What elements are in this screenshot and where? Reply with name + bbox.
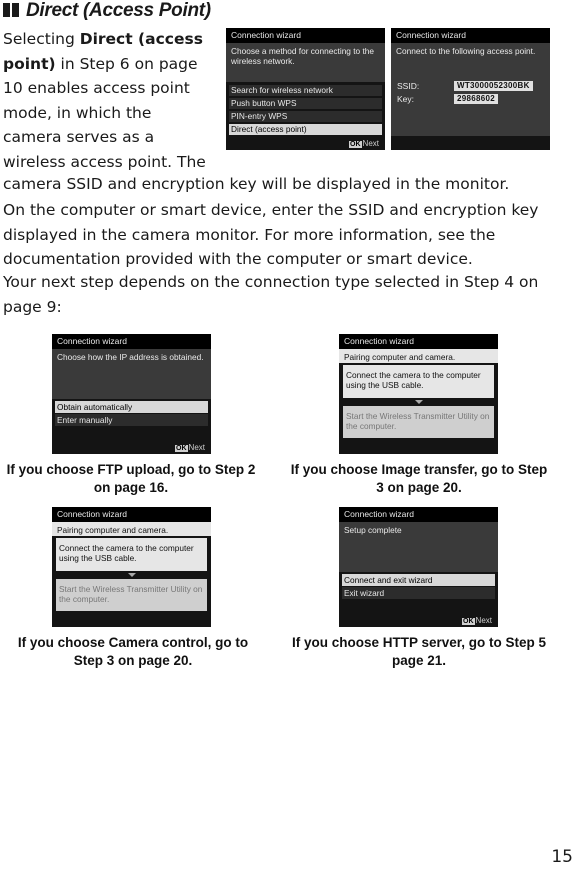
heading-marker-icon [12,3,19,17]
menu-item-enter-manually: Enter manually [55,414,208,426]
intro-text-end: in Step 6 on page 10 enables access point mode, in which the camera serves as a wireless access point. The [3,54,206,171]
ok-next-hint [462,616,492,625]
caption-http-server: If you choose HTTP server, go to Step 5 page 21. [291,635,547,668]
screen-pairing-image-transfer [339,334,498,454]
screen-prompt: Choose how the IP address is obtained. [52,349,211,399]
menu-item-direct-access-point: Direct (access point) [229,124,382,135]
screen-title: Connection wizard [339,507,498,522]
ok-button-icon: OK [463,618,474,625]
ok-next-hint [175,443,205,452]
pairing-step-usb: Connect the camera to the computer using the USB cable. [56,538,207,571]
menu-item-push-button-wps: Push button WPS [229,98,382,109]
screen-ip-address [52,334,211,454]
screen-pairing-camera-control [52,507,211,627]
screen-title: Connection wizard [339,334,498,349]
caption-camera-control: If you choose Camera control, go to Step 3 on page 20. [17,635,249,668]
page-number: 15 [551,847,573,867]
heading-marker-icon [3,3,10,17]
next-step-paragraph: Your next step depends on the connection type selected in Step 4 on page 9: [3,273,539,316]
ok-button-icon: OK [176,445,187,452]
intro-bold-option: Direct (access point) [3,30,203,73]
caption-image-transfer: If you choose Image transfer, go to Step 3 on page 20. [290,462,548,495]
screen-prompt: Setup complete [339,522,498,572]
menu-item-obtain-automatically: Obtain automatically [55,401,208,413]
screen-prompt: Choose a method for connecting to the wireless network. [226,43,385,82]
key-label: Key: [397,94,415,104]
pairing-step-utility: Start the Wireless Transmitter Utility on the computer. [343,406,494,438]
screen-prompt-text: Connect to the following access point. [396,46,536,56]
menu-item-search-network: Search for wireless network [229,85,382,96]
next-label: Next [188,443,205,452]
ok-next-hint [349,139,379,148]
down-arrow-icon [128,573,136,577]
next-label: Next [362,139,379,148]
screen-setup-complete [339,507,498,627]
screen-prompt: Pairing computer and camera. [52,522,211,536]
intro-text-start: Selecting [3,30,80,48]
menu-item-exit-wizard: Exit wizard [342,587,495,599]
screen-title: Connection wizard [52,334,211,349]
ok-button-icon: OK [350,141,361,148]
section-heading [3,0,211,22]
ssid-label: SSID: [397,81,420,91]
intro-paragraph [3,27,213,174]
pairing-step-utility: Start the Wireless Transmitter Utility on the computer. [56,579,207,611]
heading-text: Direct (Access Point) [25,0,211,21]
screen-prompt: Pairing computer and camera. [339,349,498,363]
ssid-value: WT3000052300BK [454,81,533,91]
menu-item-pin-entry-wps: PIN-entry WPS [229,111,382,122]
intro-paragraph-continued: camera SSID and encryption key will be displayed in the monitor. [3,175,510,193]
screen-connection-method [226,28,385,150]
screen-title: Connection wizard [391,28,550,43]
screen-title: Connection wizard [226,28,385,43]
menu-item-connect-and-exit: Connect and exit wizard [342,574,495,586]
key-value: 29868602 [454,94,498,104]
next-label: Next [475,616,492,625]
screen-connect-access-point [391,28,550,150]
pairing-step-usb: Connect the camera to the computer using the USB cable. [343,365,494,398]
instructions-paragraph: On the computer or smart device, enter the SSID and encryption key displayed in the camera monitor. For more information, see the documentation provided with the computer or smart device. [3,201,539,268]
down-arrow-icon [415,400,423,404]
caption-ftp-upload: If you choose FTP upload, go to Step 2 on page 16. [6,462,256,495]
screen-title: Connection wizard [52,507,211,522]
